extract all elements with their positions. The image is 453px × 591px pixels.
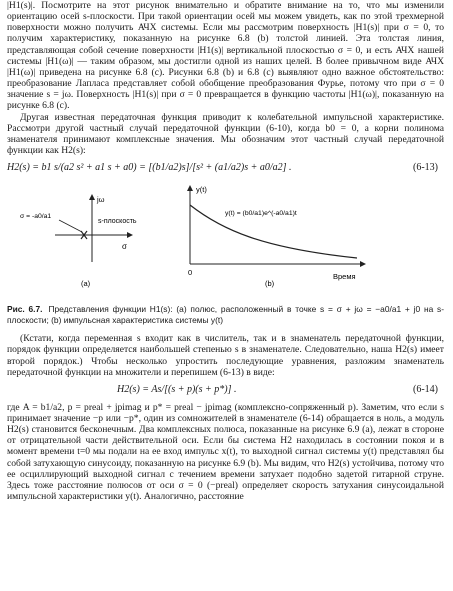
equation-6-14-body: H2(s) = As/[(s + p)(s + p*)] . xyxy=(117,383,237,395)
sigma-axis-arrow xyxy=(127,232,133,238)
caption-text: Представления функции H1(s): (a) полюс, расположенный в точке s = σ + jω = −a0/a1 + j0 на s-плоскости; (b) импульсная характеристика системы y(t) xyxy=(7,304,445,325)
document-page xyxy=(7,0,444,502)
figure-6-7 xyxy=(7,180,444,298)
panel-b-label: (b) xyxy=(265,279,275,289)
figure-6-7-graphics xyxy=(7,180,444,298)
paragraph-1: |H1(s)|. Посмотрите на этот рисунок внимательно и обратите внимание на то, что мы изменили ориентацию осей s-плоскости. При такой ориентации осей мы можем увидеть, как по этой трехмерной поверхности можно получить АЧХ системы. Если мы рассмотрим поверхность |H1(s)| при σ = 0, то получим характеристику, показанную на рисунке 6.8 (b) толстой линией. Эта толстая линия, представляющая собой сечение поверхности |H1(s)| вертикальной плоскостью σ = 0, и есть АЧХ нашей системы |H1(ω)| — таким образом, мы достигли одной из наших целей. В более привычном виде АЧХ |H1(ω)| приведена на рисунке 6.8 (c). Рисунки 6.8 (b) и 6.8 (c) выявляют одно важное обстоятельство: преобразование Лапласа представляет собой обобщение преобразования Фурье, потому что при σ = 0 значение s = jω. Поверхность |H1(s)| при σ = 0 превращается в функцию частоты |H1(ω)|, показанную на рисунке 6.8 (c). xyxy=(7,0,444,112)
time-axis-arrow xyxy=(360,261,366,267)
panel-a-label: (a) xyxy=(81,279,91,289)
figure-caption xyxy=(7,304,444,325)
y-axis-arrow xyxy=(187,185,193,191)
time-label: Время xyxy=(333,272,356,282)
equation-6-13 xyxy=(7,160,444,176)
origin-label: 0 xyxy=(188,268,193,278)
caption-label: Рис. 6.7. xyxy=(7,304,43,315)
s-plane-label: s-плоскость xyxy=(98,218,137,226)
equation-6-13-body: H2(s) = b1 s/(a2 s² + a1 s + a0) = [(b1/a2)s]/[s² + (a1/a2)s + a0/a2] . xyxy=(7,162,292,174)
jw-axis-arrow xyxy=(89,194,95,200)
paragraph-2: Другая известная передаточная функция приводит к колебательной импульсной характеристике. Рассмотри другой частный случай передаточной функции (6-10), когда b0 = 0, а корни полинома знаменателя принимают комплексные значения. Мы обозначим этот частный случай передаточной функции как H2(s): xyxy=(7,111,444,157)
paragraph-4: где A = b1/a2, p = preal + jpimag и p* = preal − jpimag (комплексно-сопряженный p). Заметим, что если s принимает значение −p или −p*, один из сомножителей в знаменателе (6-14) обращается в ноль, а модуль H2(s) становится бесконечным. Два комплексных полюса, показанные на рисунке 6.9 (a), лежат в стороне от отрицательной части действительной оси. Если бы система H2 находилась в состоянии покоя и в момент времени t=0 мы подали на ее вход импульс x(t), то выходной сигнал системы y(t) представлял бы собой затухающую синусоиду, показанную на рисунке 6.9 (b). Мы видим, что H2(s) устойчива, потому что ее осциллирующий выходной сигнал с течением времени затухает подобно задетой гитарной струне. Здесь тоже расстояние полюсов от оси σ = 0 (−preal) определяет скорость затухания синусоидальной импульсной характеристики y(t). Аналогично, расстояние xyxy=(7,401,444,503)
pole-leader-line xyxy=(59,220,82,232)
curve-formula-label: y(t) = (b0/a1)e^(-a0/a1)t xyxy=(225,210,297,218)
equation-6-14-number: (6-14) xyxy=(413,383,438,395)
jw-label: jω xyxy=(97,195,105,205)
pole-label: σ = -a0/a1 xyxy=(20,213,52,221)
paragraph-3: (Кстати, когда переменная s входит как в числитель, так и в знаменатель передаточной функции, порядок функции определяется наибольшей степенью s в знаменателе. Следовательно, наша H2(s) имеет второй порядок.) Чтобы несколько упростить последующие уравнения, разложим знаменатель передаточной функции на множители и перепишем (6-13) в виде: xyxy=(7,333,444,378)
equation-6-13-number: (6-13) xyxy=(413,162,438,174)
sigma-label: σ xyxy=(122,242,127,252)
equation-6-14 xyxy=(7,382,444,398)
y-label: y(t) xyxy=(196,185,207,195)
